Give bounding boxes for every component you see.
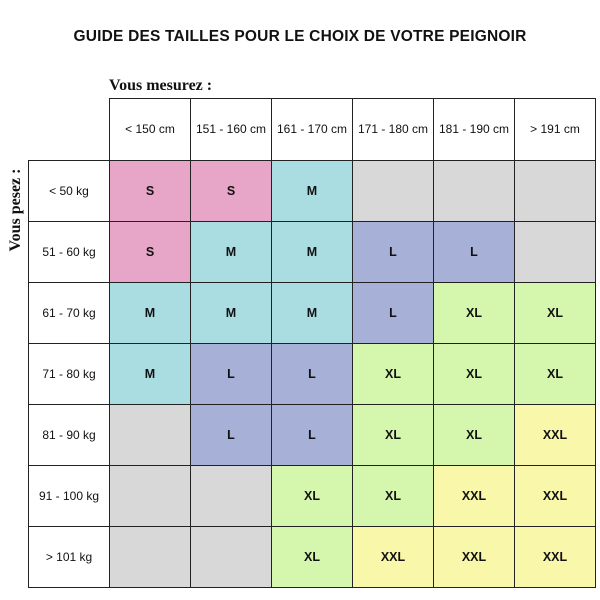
table-row bbox=[29, 405, 596, 466]
row-header: 91 - 100 kg bbox=[29, 466, 110, 527]
column-header: 161 - 170 cm bbox=[272, 99, 353, 161]
size-cell: S bbox=[110, 161, 191, 222]
table-row bbox=[29, 527, 596, 588]
row-header: 81 - 90 kg bbox=[29, 405, 110, 466]
size-cell bbox=[353, 161, 434, 222]
table-row bbox=[29, 344, 596, 405]
table-row bbox=[29, 161, 596, 222]
size-cell: XL bbox=[515, 344, 596, 405]
column-header: 151 - 160 cm bbox=[191, 99, 272, 161]
size-chart-table bbox=[28, 98, 596, 588]
table-row bbox=[29, 283, 596, 344]
size-cell: XXL bbox=[353, 527, 434, 588]
column-header: > 191 cm bbox=[515, 99, 596, 161]
column-header: < 150 cm bbox=[110, 99, 191, 161]
size-cell: XL bbox=[515, 283, 596, 344]
size-cell: XL bbox=[272, 527, 353, 588]
size-cell: XL bbox=[434, 344, 515, 405]
size-cell: XL bbox=[353, 405, 434, 466]
size-cell bbox=[515, 161, 596, 222]
size-cell: L bbox=[191, 405, 272, 466]
size-cell: L bbox=[353, 283, 434, 344]
row-header: 71 - 80 kg bbox=[29, 344, 110, 405]
size-cell bbox=[110, 466, 191, 527]
size-cell: M bbox=[272, 161, 353, 222]
size-cell: S bbox=[191, 161, 272, 222]
size-cell: XXL bbox=[515, 527, 596, 588]
table-row bbox=[29, 466, 596, 527]
size-cell bbox=[110, 527, 191, 588]
size-cell: L bbox=[272, 405, 353, 466]
size-cell bbox=[191, 527, 272, 588]
size-cell bbox=[434, 161, 515, 222]
corner-cell bbox=[29, 99, 110, 161]
size-cell: M bbox=[191, 283, 272, 344]
size-cell: XL bbox=[353, 466, 434, 527]
header-row bbox=[29, 99, 596, 161]
size-cell: XL bbox=[434, 405, 515, 466]
size-cell: XXL bbox=[434, 527, 515, 588]
size-cell: L bbox=[272, 344, 353, 405]
size-cell: XL bbox=[272, 466, 353, 527]
size-cell: M bbox=[272, 222, 353, 283]
size-cell: L bbox=[353, 222, 434, 283]
size-cell: S bbox=[110, 222, 191, 283]
column-header: 181 - 190 cm bbox=[434, 99, 515, 161]
table-row bbox=[29, 222, 596, 283]
row-header: > 101 kg bbox=[29, 527, 110, 588]
size-cell: L bbox=[434, 222, 515, 283]
row-header: < 50 kg bbox=[29, 161, 110, 222]
size-cell bbox=[191, 466, 272, 527]
size-cell bbox=[110, 405, 191, 466]
column-axis-label: Vous mesurez : bbox=[109, 77, 213, 94]
size-cell: M bbox=[110, 344, 191, 405]
page-title: GUIDE DES TAILLES POUR LE CHOIX DE VOTRE PEIGNOIR bbox=[73, 28, 527, 45]
size-cell: L bbox=[191, 344, 272, 405]
size-cell: XL bbox=[434, 283, 515, 344]
row-header: 61 - 70 kg bbox=[29, 283, 110, 344]
size-cell: XXL bbox=[434, 466, 515, 527]
size-cell: M bbox=[191, 222, 272, 283]
row-axis-label: Vous pesez : bbox=[7, 168, 24, 252]
row-header: 51 - 60 kg bbox=[29, 222, 110, 283]
size-cell: XL bbox=[353, 344, 434, 405]
size-cell: M bbox=[272, 283, 353, 344]
column-header: 171 - 180 cm bbox=[353, 99, 434, 161]
size-cell: XXL bbox=[515, 466, 596, 527]
size-cell bbox=[515, 222, 596, 283]
size-cell: XXL bbox=[515, 405, 596, 466]
size-cell: M bbox=[110, 283, 191, 344]
